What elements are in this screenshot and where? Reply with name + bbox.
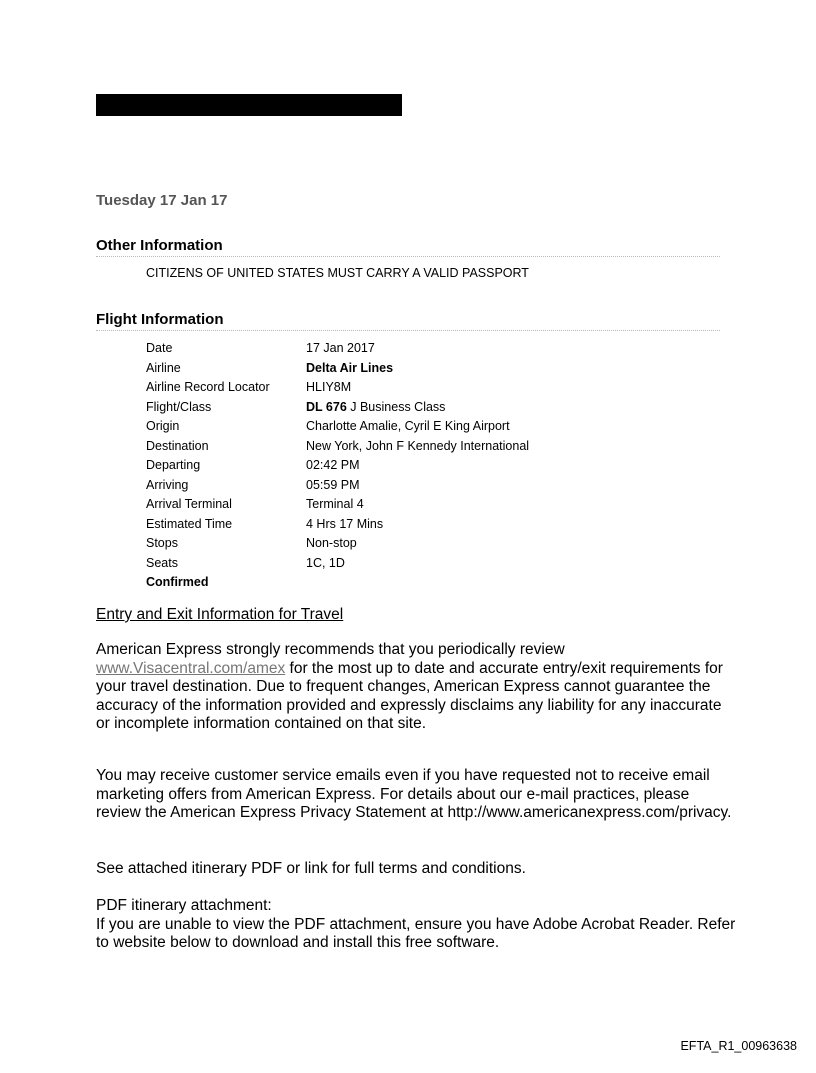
flight-label: Seats bbox=[146, 555, 178, 570]
flight-value: HLIY8M bbox=[306, 380, 352, 394]
flight-label: Estimated Time bbox=[146, 516, 233, 531]
pdf-attachment-body: If you are unable to view the PDF attachment, ensure you have Adobe Acrobat Reader. Refer to website below to download and install this free software. bbox=[96, 915, 736, 951]
flight-value bbox=[306, 359, 393, 379]
flight-row-record-locator bbox=[146, 378, 529, 398]
flight-label: Arriving bbox=[146, 477, 189, 492]
booking-status: Confirmed bbox=[146, 575, 209, 589]
flight-row-estimated-time bbox=[146, 515, 529, 535]
redaction-bar bbox=[96, 94, 402, 116]
flight-details-table bbox=[146, 339, 529, 593]
flight-value: 02:42 PM bbox=[306, 458, 360, 472]
flight-information-title: Flight Information bbox=[96, 311, 720, 331]
flight-label: Departing bbox=[146, 458, 201, 472]
flight-row-date bbox=[146, 339, 529, 359]
flight-row-stops bbox=[146, 534, 529, 554]
flight-label: Stops bbox=[146, 536, 178, 550]
other-information-title: Other Information bbox=[96, 237, 720, 257]
flight-label: Arrival Terminal bbox=[146, 497, 232, 511]
flight-row-destination bbox=[146, 437, 529, 457]
emails-notice-paragraph: You may receive customer service emails even if you have requested not to receive email marketing offers from American Express. For details about our e-mail practices, please review the American Express Privacy Statement at http://www.americanexpress.com/privacy. bbox=[96, 767, 732, 821]
document-id: EFTA_R1_00963638 bbox=[680, 1039, 797, 1053]
pdf-attachment-title: PDF itinerary attachment: bbox=[96, 897, 272, 914]
flight-value bbox=[306, 398, 445, 418]
visacentral-link[interactable]: www.Visacentral.com/amex bbox=[96, 659, 286, 677]
flight-value: 1C, 1D bbox=[306, 555, 345, 570]
flight-number: DL 676 bbox=[306, 399, 347, 414]
pdf-attachment-paragraph bbox=[96, 897, 736, 953]
flight-row-arrival-terminal bbox=[146, 495, 529, 515]
flight-value: Terminal 4 bbox=[306, 497, 364, 511]
flight-label: Destination bbox=[146, 438, 209, 453]
flight-label: Flight/Class bbox=[146, 399, 212, 414]
flight-row-origin bbox=[146, 417, 529, 437]
flight-row-arriving bbox=[146, 476, 529, 496]
entry-exit-body: for the most up to date and accurate entry/exit requirements for your travel destination. Due to frequent changes, American Express cannot guarantee the accuracy of the information provided and expressly disclaims any liability for any inaccurate or incomplete information contained on that site. bbox=[96, 659, 723, 732]
flight-value: Non-stop bbox=[306, 536, 357, 550]
flight-value: 17 Jan 2017 bbox=[306, 341, 375, 355]
flight-row-flight-class bbox=[146, 398, 529, 418]
flight-row-departing bbox=[146, 456, 529, 476]
flight-label: Date bbox=[146, 341, 173, 355]
airline-name: Delta Air Lines bbox=[306, 360, 394, 375]
flight-label: Airline Record Locator bbox=[146, 380, 270, 394]
flight-label: Airline bbox=[146, 360, 181, 375]
attached-notice-paragraph: See attached itinerary PDF or link for full terms and conditions. bbox=[96, 860, 526, 877]
entry-exit-paragraph bbox=[96, 641, 736, 734]
flight-row-seats bbox=[146, 554, 529, 574]
entry-exit-heading: Entry and Exit Information for Travel bbox=[96, 606, 344, 623]
flight-value: Charlotte Amalie, Cyril E King Airport bbox=[306, 419, 510, 433]
flight-label: Origin bbox=[146, 419, 180, 433]
flight-value: 05:59 PM bbox=[306, 477, 360, 492]
itinerary-date-heading: Tuesday 17 Jan 17 bbox=[96, 192, 228, 209]
flight-row-airline bbox=[146, 359, 529, 379]
flight-value: 4 Hrs 17 Mins bbox=[306, 516, 384, 531]
passport-notice: CITIZENS OF UNITED STATES MUST CARRY A VALID PASSPORT bbox=[146, 266, 529, 280]
flight-value: New York, John F Kennedy International bbox=[306, 438, 530, 453]
entry-exit-intro: American Express strongly recommends that you periodically review bbox=[96, 641, 565, 658]
flight-class: J Business Class bbox=[350, 399, 446, 414]
